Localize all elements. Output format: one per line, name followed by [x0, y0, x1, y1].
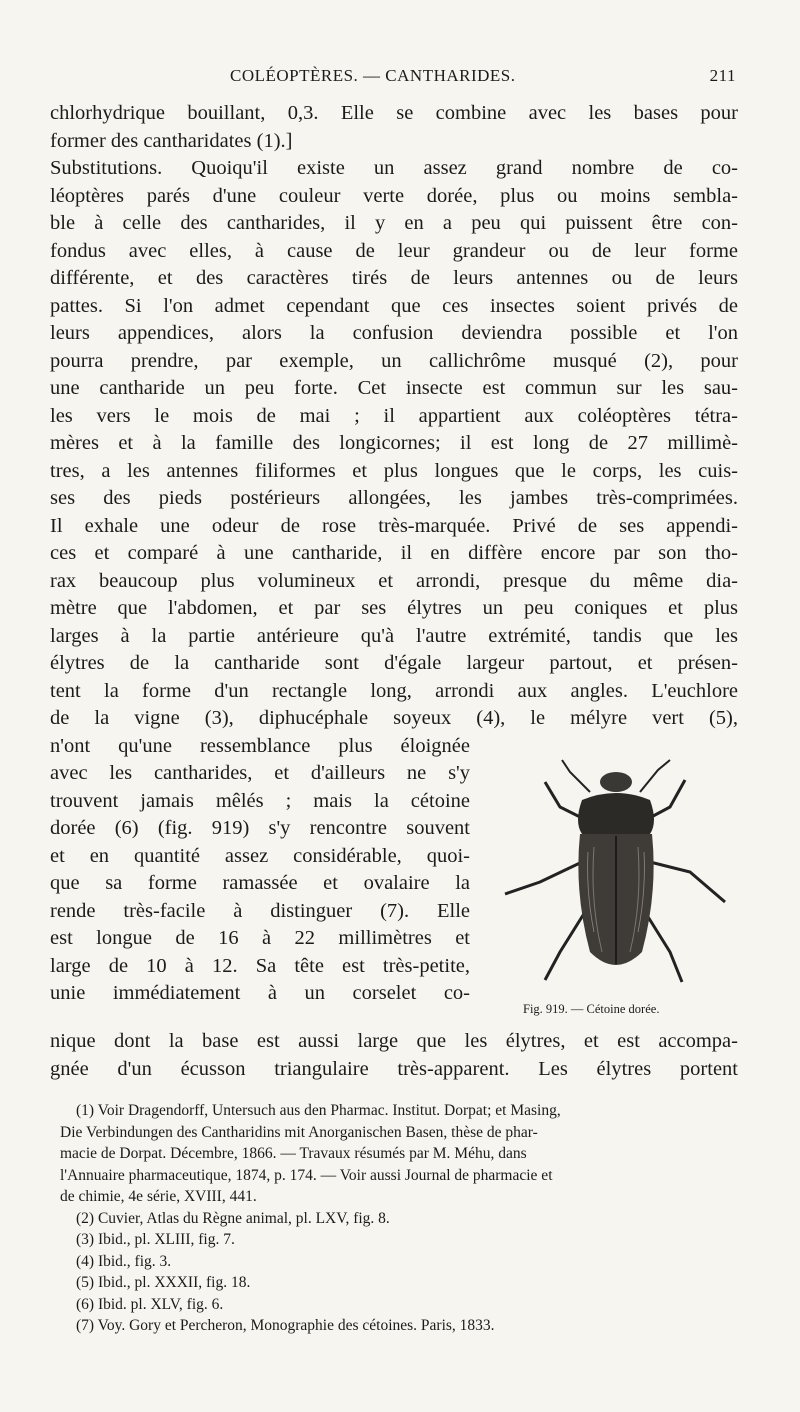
footnote-line: Die Verbindungen des Cantharidins mit Anorganischen Basen, thèse de phar-	[60, 1123, 538, 1141]
text-line: mètre que l'abdomen, et par ses élytres un peu coniques et plus	[50, 597, 738, 619]
text-line: différente, et des caractères tirés de leurs antennes ou de leurs	[50, 267, 738, 289]
footnote-line: (1) Voir Dragendorff, Untersuch aus den Pharmac. Institut. Dorpat; et Masing,	[76, 1102, 561, 1119]
text-line: trouvent jamais mêlés ; mais la cétoine	[50, 789, 470, 812]
footnote-line: macie de Dorpat. Décembre, 1866. — Travaux résumés par M. Méhu, dans	[60, 1145, 527, 1162]
footnote-line: (6) Ibid. pl. XLV, fig. 6.	[76, 1295, 224, 1313]
footnotes	[60, 1100, 738, 1337]
text-line: que sa forme ramassée et ovalaire la	[50, 872, 470, 894]
text-line: ces et comparé à une cantharide, il en diffère encore par son tho-	[50, 542, 738, 564]
footnote-line: (4) Ibid., fig. 3.	[76, 1252, 172, 1270]
text-line: une cantharide un peu forte. Cet insecte est commun sur les sau-	[50, 377, 738, 399]
text-line: avec les cantharides, et d'ailleurs ne s'y	[50, 762, 470, 784]
text-line: gnée d'un écusson triangulaire très-apparent. Les élytres portent	[50, 1057, 738, 1080]
footnote-line: (5) Ibid., pl. XXXII, fig. 18.	[76, 1274, 251, 1291]
text-line: rende très-facile à distinguer (7). Elle	[50, 899, 470, 922]
text-line: élytres de la cantharide sont d'égale largeur partout, et présen-	[50, 652, 738, 674]
text-line: tent la forme d'un rectangle long, arrondi aux angles. L'euchlore	[50, 679, 738, 702]
text-line: pattes. Si l'on admet cependant que ces insectes soient privés de	[50, 294, 738, 317]
text-line: large de 10 à 12. Sa tête est très-petite,	[50, 954, 470, 977]
footnote-line: l'Annuaire pharmaceutique, 1874, p. 174. — Voir aussi Journal de pharmacie et	[60, 1166, 553, 1184]
running-title: COLÉOPTÈRES. — CANTHARIDES.	[230, 66, 516, 85]
footnote-line: (2) Cuvier, Atlas du Règne animal, pl. LXV, fig. 8.	[76, 1209, 390, 1227]
text-line: leurs appendices, alors la confusion deviendra possible et l'on	[50, 322, 738, 344]
text-line: ses des pieds postérieurs allongées, les jambes très-comprimées.	[50, 487, 738, 509]
text-line: former des cantharidates (1).]	[50, 129, 293, 152]
page-number: 211	[709, 66, 736, 85]
text-line: unie immédiatement à un corselet co-	[50, 982, 470, 1004]
text-line: Il exhale une odeur de rose très-marquée. Privé de ses appendi-	[50, 514, 738, 537]
text-line: est longue de 16 à 22 millimètres et	[50, 927, 470, 949]
text-line: pourra prendre, par exemple, un callichrôme musqué (2), pour	[50, 349, 738, 372]
text-line: tres, a les antennes filiformes et plus longues que le corps, les cuis-	[50, 459, 738, 482]
figure-caption: Fig. 919. — Cétoine dorée.	[523, 1002, 660, 1016]
text-line: dorée (6) (fig. 919) s'y rencontre souvent	[50, 817, 470, 839]
text-line: chlorhydrique bouillant, 0,3. Elle se combine avec les bases pour	[50, 102, 738, 124]
text-line: Substitutions. Quoiqu'il existe un assez grand nombre de co-	[50, 157, 738, 179]
text-line: mères et à la famille des longicornes; il est long de 27 millimè-	[50, 432, 738, 454]
running-header	[50, 66, 738, 92]
footnote-line: (3) Ibid., pl. XLIII, fig. 7.	[76, 1231, 235, 1248]
text-line: nique dont la base est aussi large que les élytres, et est accompa-	[50, 1030, 738, 1052]
text-line: ble à celle des cantharides, il y en a peu qui puissent être con-	[50, 212, 738, 234]
text-line: et en quantité assez considérable, quoi-	[50, 844, 470, 867]
text-line: de la vigne (3), diphucéphale soyeux (4), le mélyre vert (5),	[50, 707, 738, 729]
text-line: larges à la partie antérieure qu'à l'autre extrémité, tandis que les	[50, 624, 738, 647]
text-line: les vers le mois de mai ; il appartient aux coléoptères tétra-	[50, 404, 738, 427]
footnote-line: (7) Voy. Gory et Percheron, Monographie des cétoines. Paris, 1833.	[76, 1317, 495, 1334]
text-line: fondus avec elles, à cause de leur grandeur ou de leur forme	[50, 239, 738, 262]
continuation-paragraph	[50, 1027, 738, 1082]
beetle-figure	[490, 752, 738, 1032]
text-line: n'ont qu'une ressemblance plus éloignée	[50, 734, 470, 757]
text-line: léoptères parés d'une couleur verte dorée, plus ou moins sembla-	[50, 184, 738, 207]
footnote-line: de chimie, 4e série, XVIII, 441.	[60, 1188, 257, 1205]
cetoine-illustration	[490, 752, 738, 1012]
text-line: rax beaucoup plus volumineux et arrondi, presque du même dia-	[50, 569, 738, 592]
